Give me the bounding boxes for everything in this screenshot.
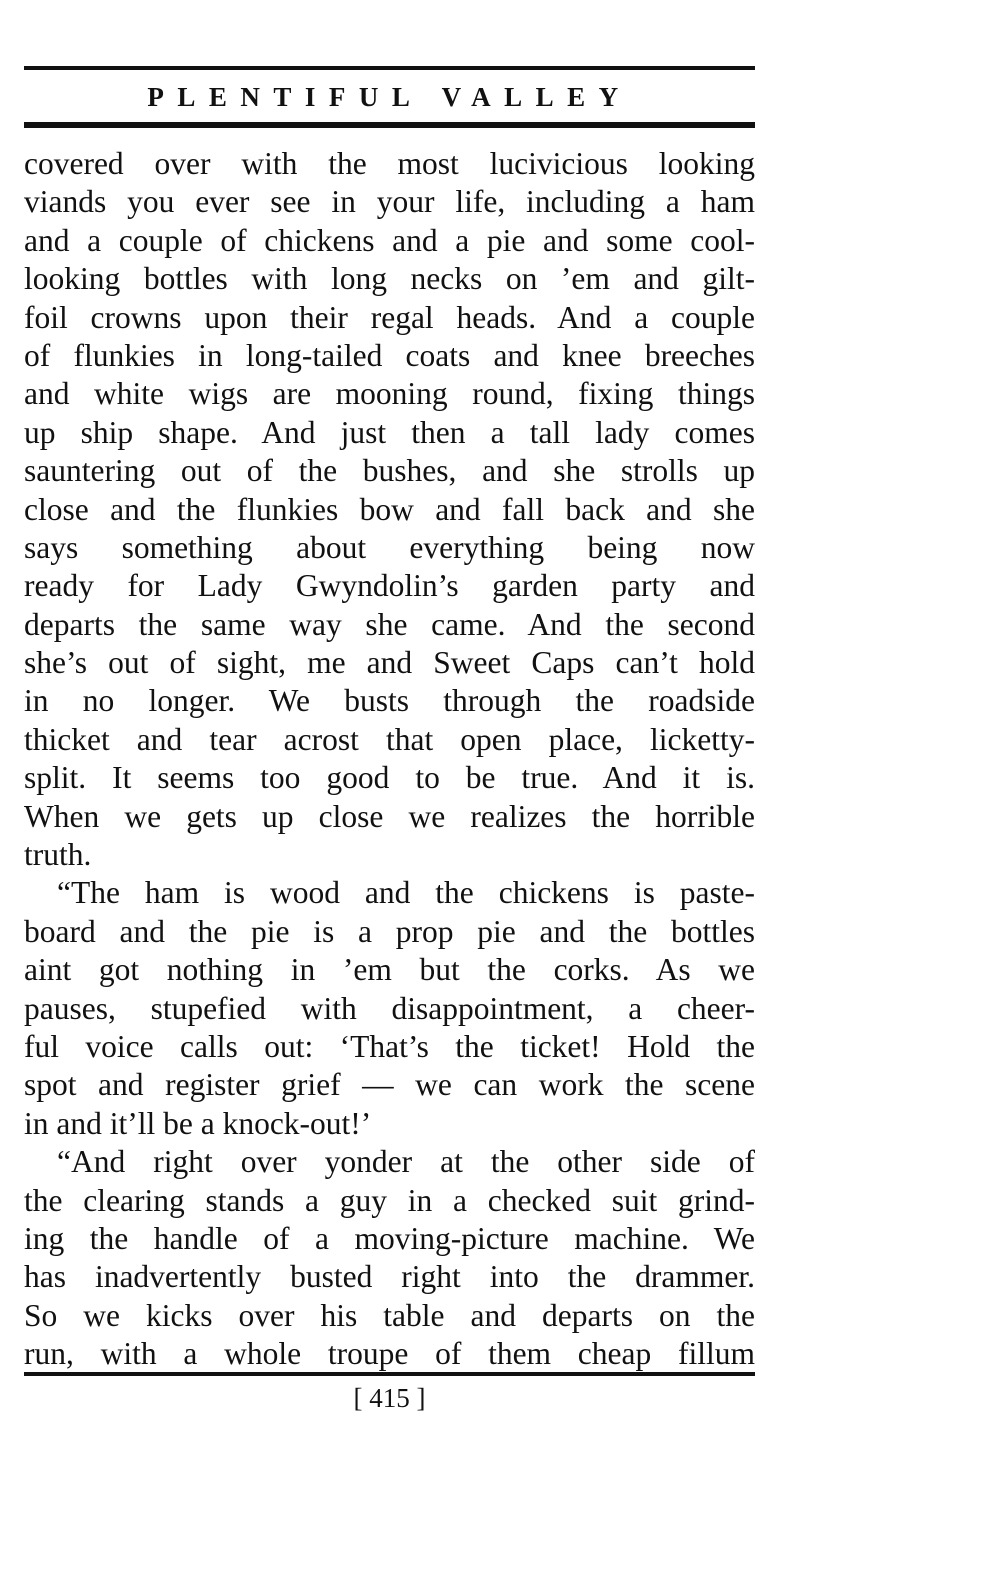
text-line: in no longer. We busts through the roadside bbox=[24, 683, 755, 719]
text-line: “And right over yonder at the other side of bbox=[57, 1144, 755, 1180]
running-head: PLENTIFUL VALLEY bbox=[147, 82, 632, 112]
text-line: “The ham is wood and the chickens is paste- bbox=[57, 875, 755, 911]
text-line: says something about everything being now bbox=[24, 529, 755, 565]
text-line: and a couple of chickens and a pie and some cool- bbox=[24, 222, 755, 258]
text-line: up ship shape. And just then a tall lady comes bbox=[24, 414, 755, 450]
text-line: sauntering out of the bushes, and she strolls up bbox=[24, 453, 755, 489]
text-line: looking bottles with long necks on ’em and gilt- bbox=[24, 261, 755, 297]
text-line: spot and register grief — we can work the scene bbox=[24, 1067, 755, 1103]
text-line: aint got nothing in ’em but the corks. As we bbox=[24, 952, 755, 988]
text-line: viands you ever see in your life, including a ham bbox=[24, 184, 755, 220]
text-line: has inadvertently busted right into the drammer. bbox=[24, 1259, 755, 1295]
text-line: pauses, stupefied with disappointment, a cheer- bbox=[24, 990, 755, 1026]
text-line: covered over with the most lucivicious looking bbox=[24, 146, 755, 181]
text-line: When we gets up close we realizes the horrible bbox=[24, 798, 755, 834]
text-line: split. It seems too good to be true. And it is. bbox=[24, 760, 755, 796]
text-line: board and the pie is a prop pie and the bottles bbox=[24, 913, 755, 949]
text-line: she’s out of sight, me and Sweet Caps can’t hold bbox=[24, 645, 755, 681]
header-rule bbox=[24, 122, 755, 128]
text-line: thicket and tear acrost that open place, licketty- bbox=[24, 721, 755, 757]
text-line: ful voice calls out: ‘That’s the ticket! Hold the bbox=[24, 1028, 755, 1064]
text-line: departs the same way she came. And the second bbox=[24, 606, 755, 642]
text-line: the clearing stands a guy in a checked suit grind- bbox=[24, 1182, 755, 1218]
text-line: So we kicks over his table and departs on the bbox=[24, 1297, 755, 1333]
footer-rule bbox=[24, 1372, 755, 1376]
text-line: ing the handle of a moving-picture machine. We bbox=[24, 1220, 755, 1256]
text-line: run, with a whole troupe of them cheap fillum bbox=[24, 1336, 755, 1372]
text-line: ready for Lady Gwyndolin’s garden party and bbox=[24, 568, 755, 604]
body-text bbox=[24, 145, 755, 1374]
top-rule bbox=[24, 66, 755, 70]
text-line: truth. bbox=[24, 837, 92, 873]
text-line: of flunkies in long-tailed coats and knee breeches bbox=[24, 337, 755, 373]
text-line: foil crowns upon their regal heads. And a couple bbox=[24, 299, 755, 335]
text-line: in and it’ll be a knock-out!’ bbox=[24, 1105, 372, 1141]
page-number: [ 415 ] bbox=[353, 1383, 426, 1413]
text-line: and white wigs are mooning round, fixing things bbox=[24, 376, 755, 412]
text-line: close and the flunkies bow and fall back and she bbox=[24, 491, 755, 527]
